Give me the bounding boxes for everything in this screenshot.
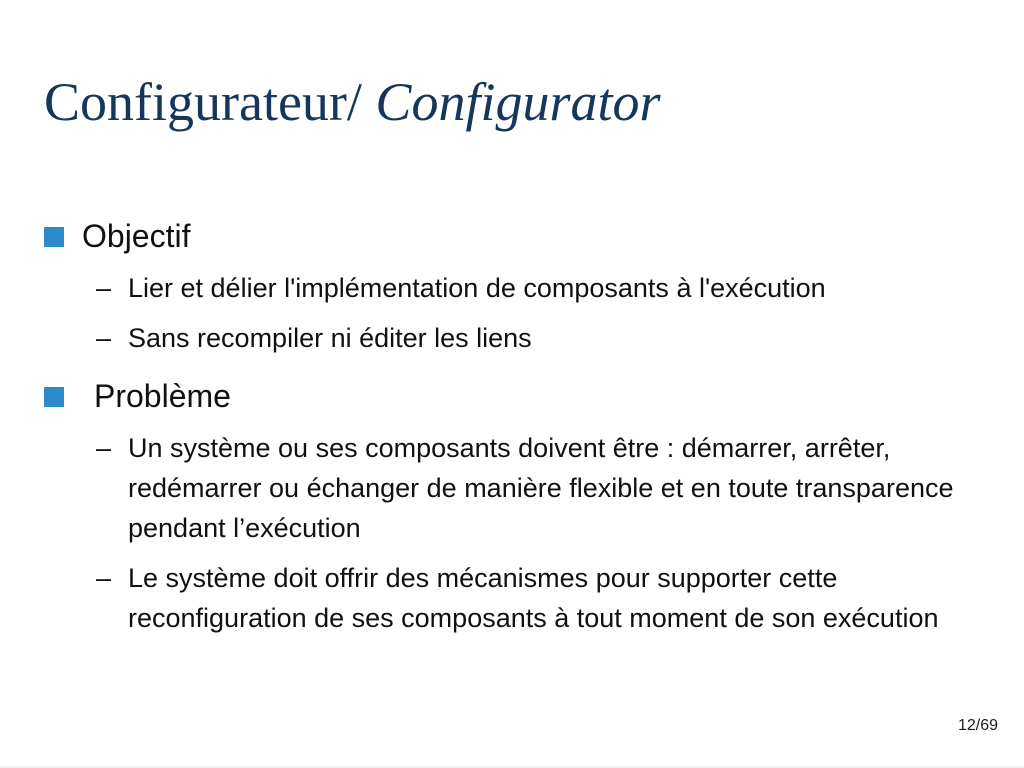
sub-item-probleme-1 [44, 428, 994, 548]
dash-marker: – [96, 433, 112, 463]
dash-marker: – [96, 323, 112, 353]
slide-title-regular: Configurateur/ [44, 72, 376, 132]
bullet-objectif [44, 214, 994, 258]
bullet-label-objectif: Objectif [82, 218, 191, 254]
slide-title-italic: Configurator [375, 72, 661, 132]
sub-item-text: Lier et délier l'implémentation de composants à l'exécution [128, 273, 826, 303]
bullet-probleme [44, 374, 994, 418]
dash-marker: – [96, 273, 112, 303]
slide-title [44, 64, 660, 140]
slide-content [44, 214, 994, 638]
sub-item-objectif-1 [44, 268, 994, 308]
page-number: 12/69 [957, 717, 998, 734]
sub-item-objectif-2 [44, 318, 994, 358]
sub-item-text: Le système doit offrir des mécanismes pour supporter cette reconfiguration de ses composants à tout moment de son exécution [128, 563, 939, 633]
square-bullet-icon [44, 387, 64, 407]
sub-item-text: Sans recompiler ni éditer les liens [128, 323, 532, 353]
sub-item-text: Un système ou ses composants doivent être : démarrer, arrêter, redémarrer ou échanger de manière flexible et en toute transparence pendant l’exécution [128, 433, 954, 543]
dash-marker: – [96, 563, 112, 593]
sub-item-probleme-2 [44, 558, 994, 638]
bullet-label-probleme: Problème [94, 378, 231, 414]
square-bullet-icon [44, 227, 64, 247]
